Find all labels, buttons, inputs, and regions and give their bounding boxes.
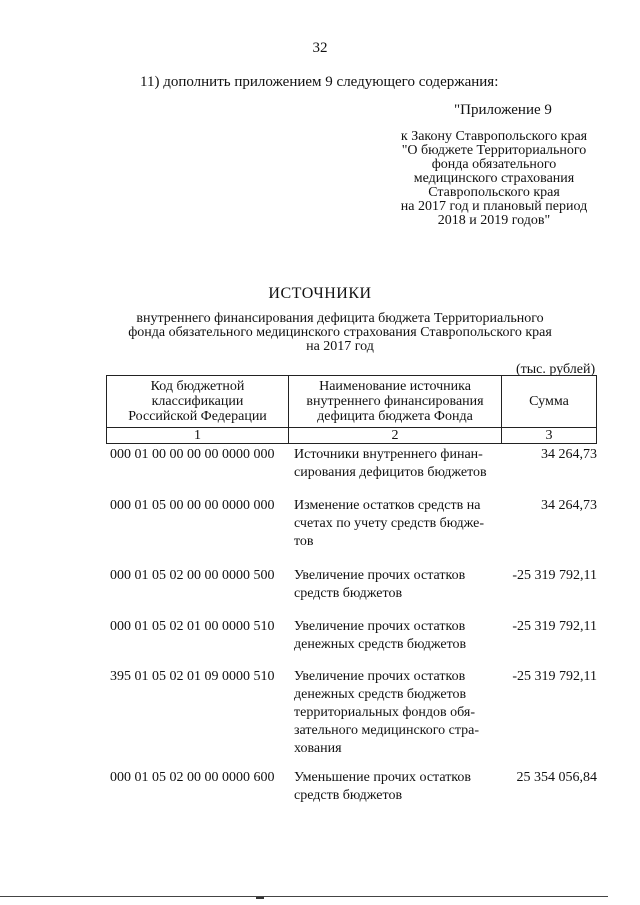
row-name [294, 769, 496, 805]
column-number: 3 [502, 428, 597, 444]
row-name-line: зательного медицинского стра- [294, 723, 480, 738]
row-name-line: Увеличение прочих остатков [294, 619, 466, 634]
appendix-line: на 2017 год и плановый период [400, 199, 588, 214]
row-name-line: средств бюджетов [294, 586, 403, 601]
document-subtitle [110, 312, 570, 354]
row-amount: 34 264,73 [541, 498, 597, 513]
row-name [294, 446, 496, 482]
units-label: (тыс. рублей) [516, 362, 596, 377]
document-title: ИСТОЧНИКИ [268, 285, 372, 302]
row-name-line: средств бюджетов [294, 788, 403, 803]
subtitle-line: фонда обязательного медицинского страхования Ставропольского края [128, 325, 552, 340]
row-name [294, 497, 496, 551]
header-name-line: дефицита бюджета Фонда [317, 409, 473, 424]
header-code-line: Российской Федерации [128, 409, 267, 424]
header-amount-line: Сумма [529, 394, 569, 409]
header-code [107, 376, 289, 428]
bottom-divider [0, 896, 608, 897]
appendix-reference [384, 130, 604, 228]
row-name-line: Увеличение прочих остатков [294, 669, 466, 684]
row-name-line: Уменьшение прочих остатков [294, 770, 472, 785]
appendix-title: "Приложение 9 [454, 102, 552, 118]
row-amount: -25 319 792,11 [512, 619, 597, 634]
row-name-line: денежных средств бюджетов [294, 637, 467, 652]
appendix-line: "О бюджете Территориального [401, 143, 587, 158]
row-code: 000 01 05 00 00 00 0000 000 [110, 498, 275, 513]
row-code: 000 01 05 02 01 00 0000 510 [110, 619, 275, 634]
row-code: 000 01 00 00 00 00 0000 000 [110, 447, 275, 462]
row-name-line: территориальных фондов обя- [294, 705, 476, 720]
row-amount: 25 354 056,84 [516, 770, 597, 785]
appendix-line: к Закону Ставропольского края [400, 129, 588, 144]
row-code: 000 01 05 02 00 00 0000 500 [110, 568, 275, 583]
column-number: 1 [107, 428, 289, 444]
row-amount: -25 319 792,11 [512, 568, 597, 583]
table-header [106, 375, 597, 444]
row-name-line: Увеличение прочих остатков [294, 568, 466, 583]
subtitle-line: на 2017 год [306, 339, 374, 354]
page-number: 32 [312, 40, 328, 56]
row-amount: -25 319 792,11 [512, 669, 597, 684]
row-code: 395 01 05 02 01 09 0000 510 [110, 669, 275, 684]
subtitle-line: внутреннего финансирования дефицита бюджета Территориального [136, 311, 544, 326]
row-name-line: сирования дефицитов бюджетов [294, 465, 487, 480]
row-name-line: тов [294, 534, 314, 549]
row-name [294, 668, 496, 758]
header-code-line: Код бюджетной [150, 379, 245, 394]
appendix-line: Ставропольского края [428, 185, 560, 200]
row-name-line: счетах по учету средств бюдже- [294, 516, 485, 531]
row-name-line: Изменение остатков средств на [294, 498, 481, 513]
header-name [289, 376, 502, 428]
header-name-line: Наименование источника [319, 379, 471, 394]
intro-text: 11) дополнить приложением 9 следующего содержания: [140, 74, 499, 90]
row-name-line: денежных средств бюджетов [294, 687, 467, 702]
row-name-line: Источники внутреннего финан- [294, 447, 483, 462]
row-name [294, 567, 496, 603]
row-name [294, 618, 496, 654]
header-name-line: внутреннего финансирования [306, 394, 484, 409]
bottom-mark [256, 897, 264, 899]
row-amount: 34 264,73 [541, 447, 597, 462]
appendix-line: 2018 и 2019 годов" [437, 213, 551, 228]
appendix-line: фонда обязательного [431, 157, 557, 172]
header-amount [502, 376, 597, 428]
header-code-line: классификации [151, 394, 244, 409]
row-name-line: хования [294, 741, 342, 756]
row-code: 000 01 05 02 00 00 0000 600 [110, 770, 275, 785]
column-number: 2 [289, 428, 502, 444]
appendix-line: медицинского страхования [413, 171, 575, 186]
